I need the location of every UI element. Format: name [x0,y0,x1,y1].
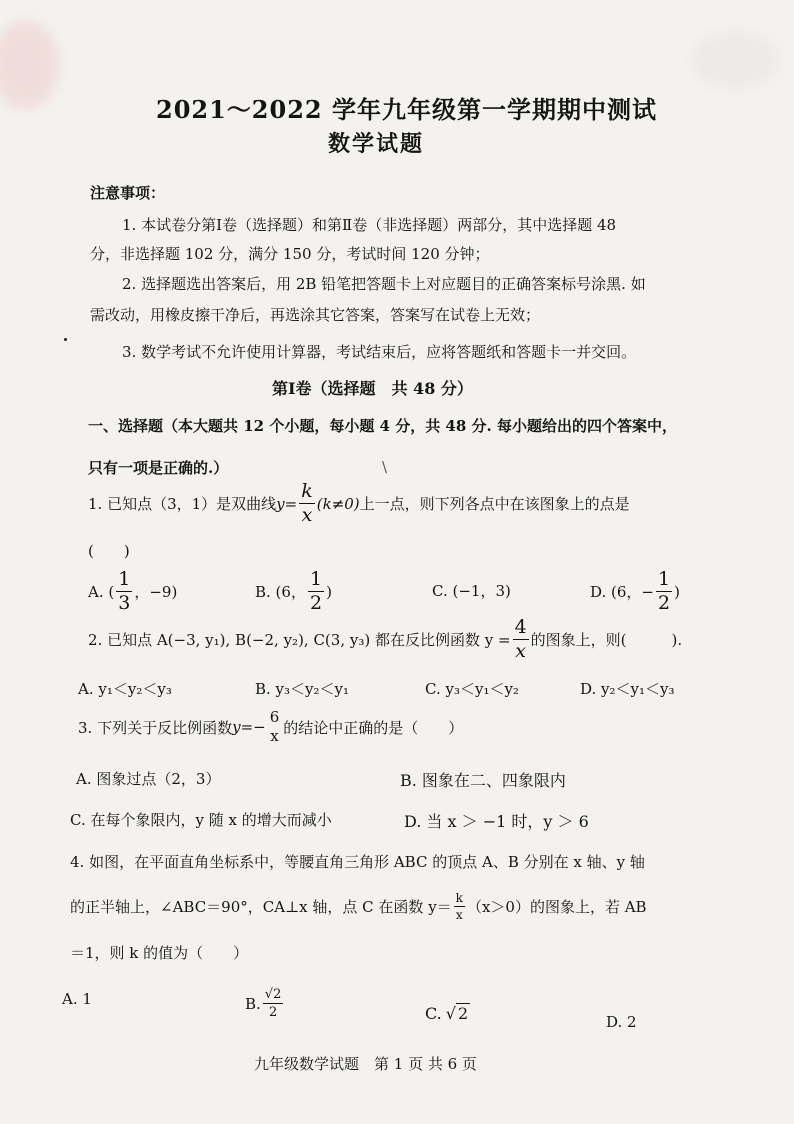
q3-fraction [268,710,282,744]
q4-line-2a: 的正半轴上，∠ABC＝90°，CA⊥x 轴，点 C 在函数 y＝ [70,898,452,916]
q4-fraction-num: k [455,891,463,905]
q1-option-d [590,570,680,613]
q4-b-den: 2 [268,1005,278,1020]
exam-subtitle: 数学试题 [328,131,425,157]
q4-option-a: A. 1 [62,990,92,1008]
notes-line-1b: 分，非选择题 102 分，满分 150 分，考试时间 120 分钟； [90,245,490,263]
q1-y: y [276,494,285,513]
q4-b-fraction [263,988,284,1019]
question-3 [78,710,463,744]
q1-prefix: 1. 已知点（3，1）是双曲线 [88,495,277,513]
q1-a-den: 3 [118,592,131,614]
notes-line-3: 3. 数学考试不允许使用计算器，考试结束后，应将答题纸和答题卡一并交回。 [122,343,637,361]
q4-fraction-den: x [455,908,463,922]
q1-fraction-num: k [301,480,313,502]
q1-d-num: 1 [658,568,671,590]
q3-option-c: C. 在每个象限内，y 随 x 的增大而减小 [70,811,332,829]
q1-b-pre: B. (6， [255,583,306,601]
q3-suffix: 的结论中正确的是（ ） [283,718,464,737]
q1-d-fraction [656,570,672,613]
q2-option-c: C. y₃＜y₁＜y₂ [425,680,519,698]
q1-d-pre: D. (6，− [590,583,654,601]
q3-fraction-den: x [270,727,279,745]
notes-line-2b: 需改动，用橡皮擦干净后，再选涂其它答案，答案写在试卷上无效； [90,306,541,324]
q1-condition: (k≠0) [316,494,360,513]
paper-stain [0,20,60,110]
q4-option-d: D. 2 [606,1013,637,1031]
q1-option-c: C. (−1，3) [432,582,511,600]
q1-b-den: 2 [309,592,323,614]
q4-line-2 [70,892,647,921]
q2-fraction [513,618,529,661]
q2-option-b: B. y₃＜y₂＜y₁ [255,680,350,698]
q4-line-1: 4. 如图，在平面直角坐标系中，等腰直角三角形 ABC 的顶点 A、B 分别在 x 轴、y 轴 [70,853,645,871]
q2-fraction-den: x [515,640,526,662]
q3-option-a: A. 图象过点（2，3） [76,770,221,788]
q1-a-fraction [116,570,132,613]
page-footer: 九年级数学试题 第 1 页 共 6 页 [254,1055,477,1073]
q4-option-c [425,1003,470,1023]
q3-option-d: D. 当 x ＞ −1 时，y ＞ 6 [404,812,589,831]
q1-a-post: ，−9) [134,583,178,601]
q1-eq: = [284,494,298,513]
q1-option-a [88,570,177,613]
q4-line-3: ＝1，则 k 的值为（ ） [70,944,249,962]
q3-option-b: B. 图象在二、四象限内 [400,771,566,790]
paper-mark: \ [382,458,388,476]
question-2 [88,618,682,661]
q4-fraction [454,892,465,921]
exam-title: 2021～2022 学年九年级第一学期期中测试 [156,95,657,124]
q1-d-den: 2 [658,592,671,614]
q1-fraction-den: x [301,504,313,526]
q1-b-fraction [308,570,324,613]
q2-option-a: A. y₁＜y₂＜y₃ [78,680,172,698]
q4-line-2b: （x＞0）的图象上，若 AB [466,898,647,916]
q1-option-b [255,570,332,613]
q2-prefix: 2. 已知点 A(−3, y₁), B(−2, y₂), C(3, y₃) 都在反比例函数 y = [88,631,511,649]
q1-paren: ( ) [88,542,130,560]
q1-suffix: 上一点，则下列各点中在该图象上的点是 [359,495,630,513]
notes-heading: 注意事项： [90,184,166,202]
q3-eq: =− [240,718,266,736]
q1-b-post: ) [326,582,332,601]
question-1 [88,482,630,525]
q4-b-num: √2 [264,987,282,1002]
q2-fraction-num: 4 [514,616,527,638]
q3-y: y [232,718,241,736]
q4-option-b [245,988,285,1019]
paper-speck [64,338,67,341]
q1-a-pre: A. ( [88,582,115,601]
notes-line-2: 2. 选择题选出答案后，用 2B 铅笔把答题卡上对应题目的正确答案标号涂黑. 如 [122,275,646,293]
q1-b-num: 1 [309,568,323,590]
part-heading-2: 只有一项是正确的.） [88,459,229,477]
q4-c-radicand: 2 [457,1004,469,1023]
q1-a-num: 1 [118,568,131,590]
q3-prefix: 3. 下列关于反比例函数 [78,718,233,737]
q4-c-pre: C. [425,1003,442,1023]
paper-stain [690,30,780,90]
q3-fraction-num: 6 [269,708,280,726]
part-heading-1: 一、选择题（本大题共 12 个小题，每小题 4 分，共 48 分. 每小题给出的四个答案中， [88,417,677,435]
q2-option-d: D. y₂＜y₁＜y₃ [580,680,675,698]
q4-c-sqrt: √ 2 [445,1004,469,1023]
q1-fraction [299,482,315,525]
q4-b-pre: B. [245,994,261,1013]
section-heading: 第Ⅰ卷（选择题 共 48 分） [272,379,473,398]
q2-suffix: 的图象上，则( ). [530,631,683,649]
notes-line-1: 1. 本试卷分第Ⅰ卷（选择题）和第Ⅱ卷（非选择题）两部分，其中选择题 48 [122,216,617,234]
q1-d-post: ) [674,582,680,601]
